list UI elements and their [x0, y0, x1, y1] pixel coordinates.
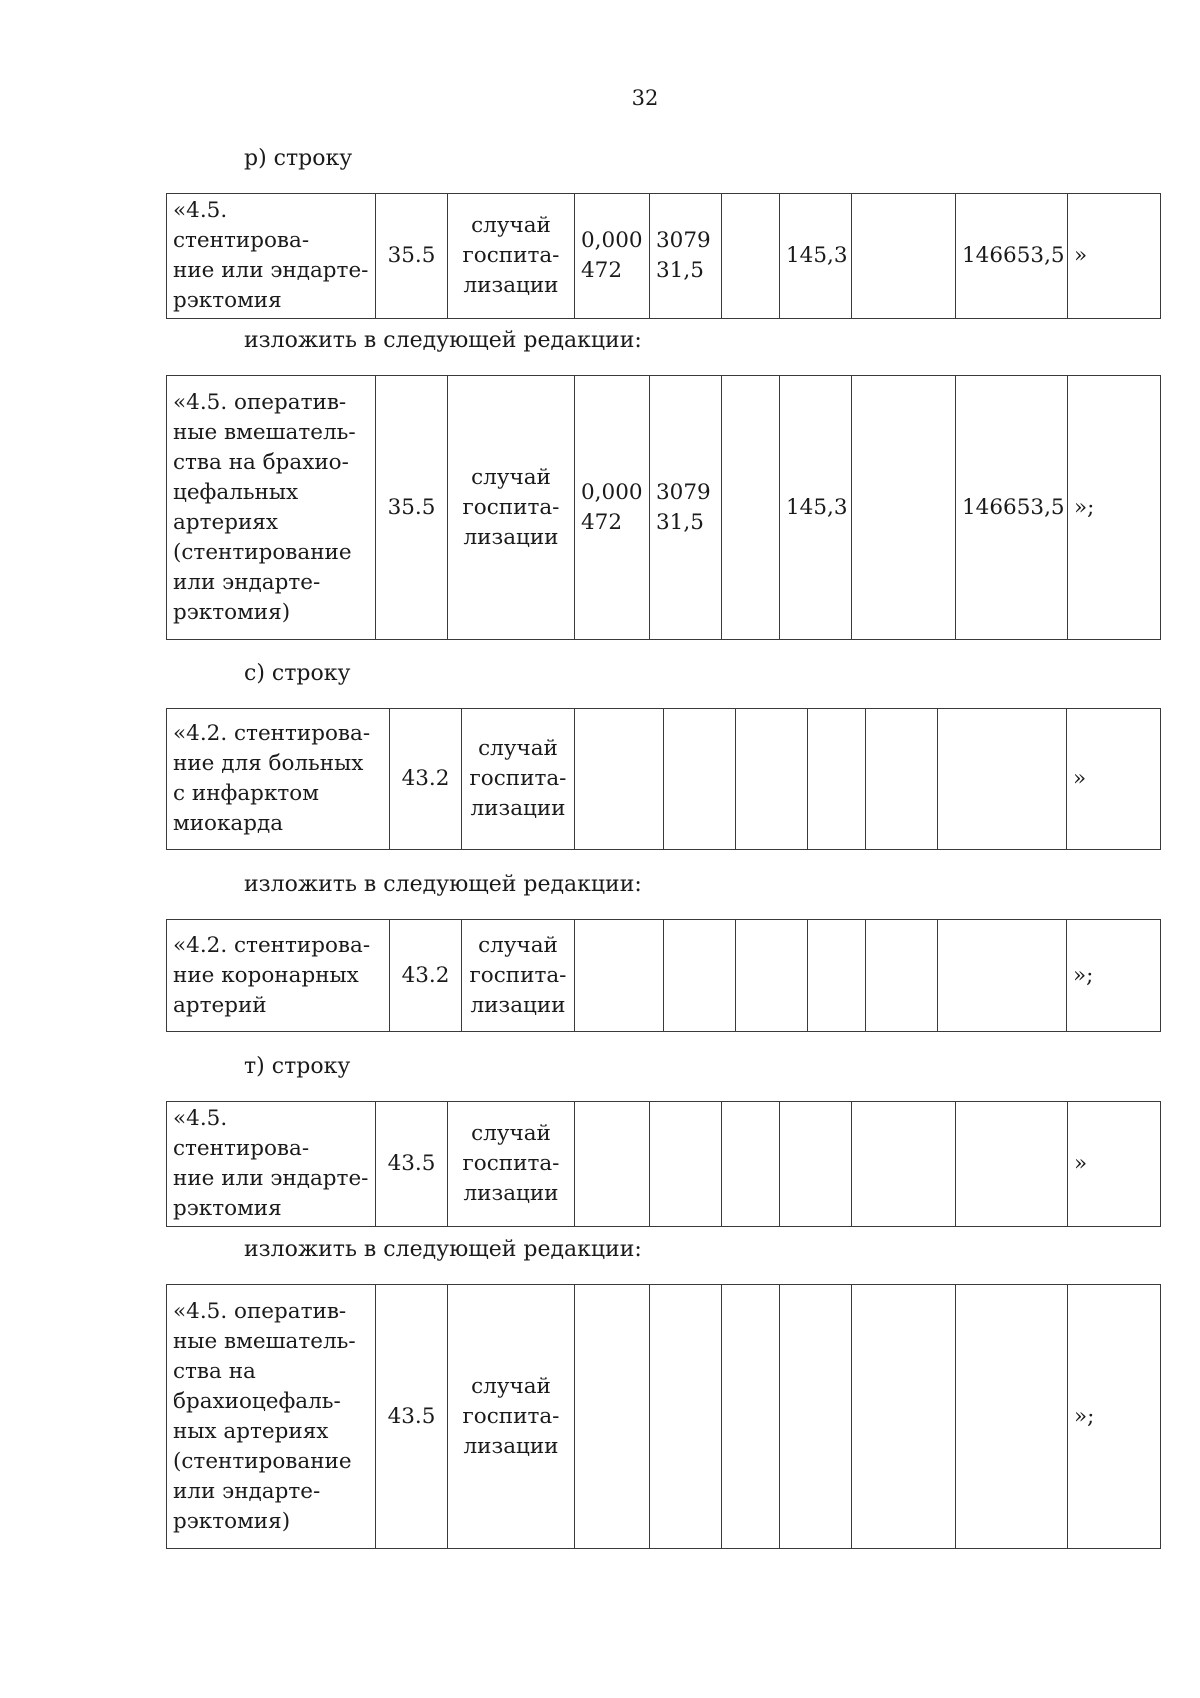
cell-line: миокарда [173, 811, 284, 836]
table-r-old [166, 193, 1161, 319]
table-s-old [166, 708, 1161, 850]
cell-col7 [808, 920, 866, 1032]
cell-line: (стентирование [173, 539, 352, 565]
table-row [167, 1285, 1161, 1549]
cell-col5 [650, 194, 722, 319]
cell-line: или эндарте- [173, 1478, 321, 1504]
cell-col9 [938, 709, 1067, 850]
cell-line: ние коронарных [173, 962, 359, 988]
cell-line: ные вмешатель- [173, 1328, 356, 1354]
cell-name [167, 376, 376, 640]
cell-code: 35.5 [376, 376, 448, 640]
cell-col4 [575, 376, 650, 640]
cell-col7 [808, 709, 866, 850]
cell-close: »; [1068, 376, 1161, 640]
cell-unit [448, 194, 575, 319]
cell-line: с инфарктом [173, 781, 319, 806]
cell-name [167, 194, 376, 319]
cell-line: лизации [470, 992, 566, 1018]
cell-line: лизации [463, 1181, 559, 1206]
cell-line: случай [471, 213, 551, 238]
cell-col6 [722, 1285, 780, 1549]
cell-line: случай [471, 1121, 551, 1146]
cell-line: госпита- [462, 1403, 560, 1429]
cell-close: » [1068, 194, 1161, 319]
cell-col6 [722, 376, 780, 640]
cell-col4 [575, 194, 650, 319]
cell-line: рэктомия) [173, 1508, 291, 1534]
cell-line: госпита- [469, 766, 567, 791]
cell-line: 31,5 [656, 258, 704, 283]
cell-col5 [650, 376, 722, 640]
cell-line: «4.2. стентирова- [173, 932, 371, 958]
table-r-new [166, 375, 1161, 640]
cell-line: цефальных [173, 479, 299, 505]
cell-line: «4.5. оператив- [173, 1298, 347, 1324]
cell-col5 [650, 1285, 722, 1549]
cell-line: случай [478, 736, 558, 761]
section-r-lead: р) строку [244, 146, 353, 171]
cell-close: »; [1067, 920, 1161, 1032]
cell-col5 [664, 920, 736, 1032]
cell-line: «4.5. оператив- [173, 389, 347, 415]
table-row [167, 1102, 1161, 1227]
table-s-new [166, 919, 1161, 1032]
cell-col4 [575, 709, 664, 850]
cell-line: брахиоцефаль- [173, 1388, 341, 1414]
cell-col6 [736, 920, 808, 1032]
cell-line: 3079 [656, 228, 711, 253]
cell-line: 472 [581, 258, 623, 283]
cell-col9 [956, 1285, 1068, 1549]
cell-line: ние для больных [173, 751, 364, 776]
cell-close: » [1068, 1102, 1161, 1227]
cell-code: 43.5 [376, 1102, 448, 1227]
cell-col8 [866, 709, 938, 850]
cell-line: ние или эндарте- [173, 1166, 369, 1191]
table-row [167, 920, 1161, 1032]
cell-unit [448, 1285, 575, 1549]
cell-name [167, 920, 390, 1032]
cell-line: случай [471, 1373, 551, 1399]
table-t-old [166, 1101, 1161, 1227]
cell-col4 [575, 920, 664, 1032]
cell-name [167, 1285, 376, 1549]
cell-line: 3079 [656, 479, 711, 505]
cell-unit [448, 376, 575, 640]
table-row [167, 194, 1161, 319]
cell-line: случай [478, 932, 558, 958]
cell-line: 0,000 [581, 479, 643, 505]
cell-line: ние или эндарте- [173, 258, 369, 283]
cell-name [167, 709, 390, 850]
cell-line: рэктомия [173, 1196, 282, 1221]
cell-name [167, 1102, 376, 1227]
cell-line: 472 [581, 509, 623, 535]
cell-code: 43.2 [390, 709, 462, 850]
cell-line: ства на [173, 1358, 256, 1384]
cell-line: госпита- [462, 243, 560, 268]
cell-col8 [852, 1285, 956, 1549]
table-row [167, 709, 1161, 850]
section-s-lead2: изложить в следующей редакции: [244, 872, 642, 897]
cell-col4 [575, 1285, 650, 1549]
cell-col6 [722, 1102, 780, 1227]
cell-line: лизации [463, 524, 559, 550]
cell-col8 [852, 194, 956, 319]
cell-col9: 146653,5 [956, 376, 1068, 640]
cell-line: 0,000 [581, 228, 643, 253]
cell-line: 31,5 [656, 509, 704, 535]
cell-col9 [938, 920, 1067, 1032]
cell-line: госпита- [469, 962, 567, 988]
cell-unit [462, 920, 575, 1032]
cell-line: ные вмешатель- [173, 419, 356, 445]
cell-line: лизации [470, 796, 566, 821]
cell-line: «4.5. стентирова- [173, 198, 310, 253]
cell-line: госпита- [462, 494, 560, 520]
cell-col5 [650, 1102, 722, 1227]
cell-line: артериях [173, 509, 278, 535]
cell-code: 43.5 [376, 1285, 448, 1549]
table-row [167, 376, 1161, 640]
cell-close: »; [1068, 1285, 1161, 1549]
cell-line: лизации [463, 273, 559, 298]
cell-line: ных артериях [173, 1418, 329, 1444]
cell-col6 [722, 194, 780, 319]
cell-col6 [736, 709, 808, 850]
cell-line: «4.5. стентирова- [173, 1106, 310, 1161]
cell-line: случай [471, 464, 551, 490]
cell-unit [462, 709, 575, 850]
cell-col8 [866, 920, 938, 1032]
cell-col4 [575, 1102, 650, 1227]
section-t-lead: т) строку [244, 1054, 351, 1079]
cell-line: рэктомия) [173, 599, 291, 625]
cell-col8 [852, 1102, 956, 1227]
cell-code: 35.5 [376, 194, 448, 319]
cell-code: 43.2 [390, 920, 462, 1032]
cell-close: » [1067, 709, 1161, 850]
cell-line: ства на брахио- [173, 449, 349, 475]
cell-line: (стентирование [173, 1448, 352, 1474]
cell-col7 [780, 1285, 852, 1549]
cell-col8 [852, 376, 956, 640]
cell-line: рэктомия [173, 288, 282, 313]
cell-line: лизации [463, 1433, 559, 1459]
cell-col7: 145,3 [780, 194, 852, 319]
cell-line: артерий [173, 992, 267, 1018]
section-t-lead2: изложить в следующей редакции: [244, 1237, 642, 1262]
cell-col7 [780, 1102, 852, 1227]
cell-line: или эндарте- [173, 569, 321, 595]
cell-unit [448, 1102, 575, 1227]
page-number: 32 [631, 86, 659, 110]
section-s-lead: с) строку [244, 661, 351, 686]
table-t-new [166, 1284, 1161, 1549]
cell-line: госпита- [462, 1151, 560, 1176]
cell-col7: 145,3 [780, 376, 852, 640]
cell-col5 [664, 709, 736, 850]
cell-col9: 146653,5 [956, 194, 1068, 319]
cell-col9 [956, 1102, 1068, 1227]
cell-line: «4.2. стентирова- [173, 721, 371, 746]
section-r-lead2: изложить в следующей редакции: [244, 328, 642, 353]
